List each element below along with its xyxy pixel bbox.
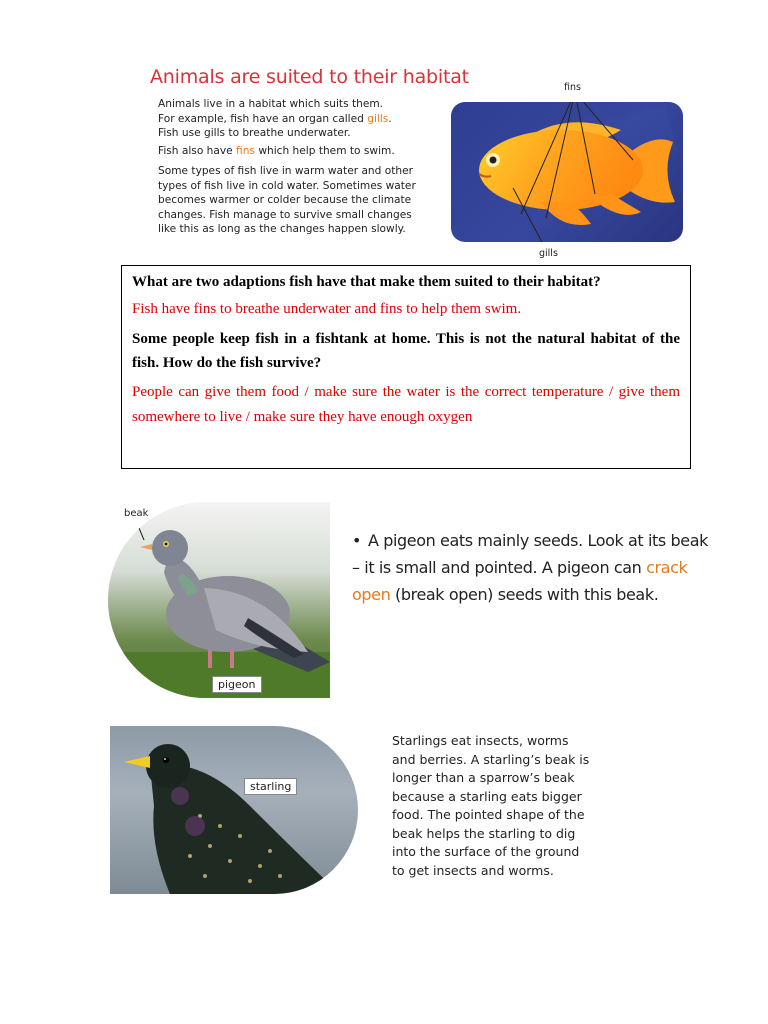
starling-line: to get insects and worms. bbox=[392, 862, 554, 878]
gills-label: gills bbox=[539, 248, 558, 259]
starling-line: longer than a sparrow’s beak bbox=[392, 770, 575, 785]
fins-highlight: fins bbox=[236, 145, 255, 157]
pigeon-label: pigeon bbox=[212, 676, 262, 693]
starling-line: food. The pointed shape of the bbox=[392, 807, 585, 822]
text-span: For example, fish have an organ called bbox=[158, 112, 368, 125]
pigeon-illustration bbox=[108, 502, 330, 698]
habitat-title: Animals are suited to their habitat bbox=[150, 66, 469, 88]
pigeon-image bbox=[108, 502, 330, 698]
habitat-paragraph-3 bbox=[158, 164, 438, 237]
habitat-paragraph-2 bbox=[158, 144, 438, 159]
question-2: Some people keep fish in a fishtank at home. This is not the natural habitat of the fish. How do the fish survive? bbox=[132, 331, 680, 371]
starling-description bbox=[392, 732, 622, 880]
starling-line: Starlings eat insects, worms bbox=[392, 733, 569, 748]
para3-line: types of fish live in cold water. Sometimes water bbox=[158, 179, 416, 192]
fish-image bbox=[451, 102, 683, 242]
starling-line: because a starling eats bigger bbox=[392, 788, 582, 804]
text-span: Fish also have bbox=[158, 145, 237, 157]
gills-highlight: gills bbox=[367, 112, 389, 125]
beak-label: beak bbox=[124, 508, 149, 519]
habitat-para1-line3: Fish use gills to breathe underwater. bbox=[158, 127, 351, 139]
fins-label: fins bbox=[564, 82, 581, 93]
pigeon-description bbox=[352, 527, 712, 608]
answer-2: People can give them food / make sure the water is the correct temperature / give them somewhere to live / make sure they have enough oxygen bbox=[132, 384, 680, 425]
question-1: What are two adaptions fish have that make them suited to their habitat? bbox=[132, 274, 601, 290]
para3-line: changes. Fish manage to survive small changes bbox=[158, 208, 412, 221]
starling-line: beak helps the starling to dig bbox=[392, 825, 576, 841]
fish-illustration bbox=[451, 102, 683, 242]
text-span: . bbox=[388, 112, 392, 125]
habitat-para1-line1: Animals live in a habitat which suits them. bbox=[158, 98, 384, 110]
crack-open-highlight: crack open bbox=[352, 558, 688, 604]
para3-line: like this as long as the changes happen slowly. bbox=[158, 223, 406, 235]
starling-label: starling bbox=[244, 778, 297, 795]
text-span: (break open) seeds with this beak. bbox=[390, 585, 659, 604]
starling-line: and berries. A starling’s beak is bbox=[392, 751, 590, 767]
starling-line: into the surface of the ground bbox=[392, 844, 580, 859]
question-answer-box bbox=[121, 265, 691, 469]
habitat-para1-line2 bbox=[158, 112, 438, 127]
text-span: A pigeon eats mainly seeds. Look at its beak – it is small and pointed. A pigeon can bbox=[352, 531, 708, 577]
starling-image bbox=[110, 726, 358, 894]
bullet: • bbox=[352, 531, 362, 550]
answer-1: Fish have fins to breathe underwater and fins to help them swim. bbox=[132, 301, 522, 317]
para3-line: becomes warmer or colder because the climate bbox=[158, 194, 412, 206]
para3-line: Some types of fish live in warm water and other bbox=[158, 165, 413, 177]
habitat-section bbox=[150, 66, 690, 259]
text-span: which help them to swim. bbox=[254, 145, 395, 157]
habitat-paragraph-1 bbox=[158, 97, 438, 141]
starling-illustration bbox=[110, 726, 358, 894]
